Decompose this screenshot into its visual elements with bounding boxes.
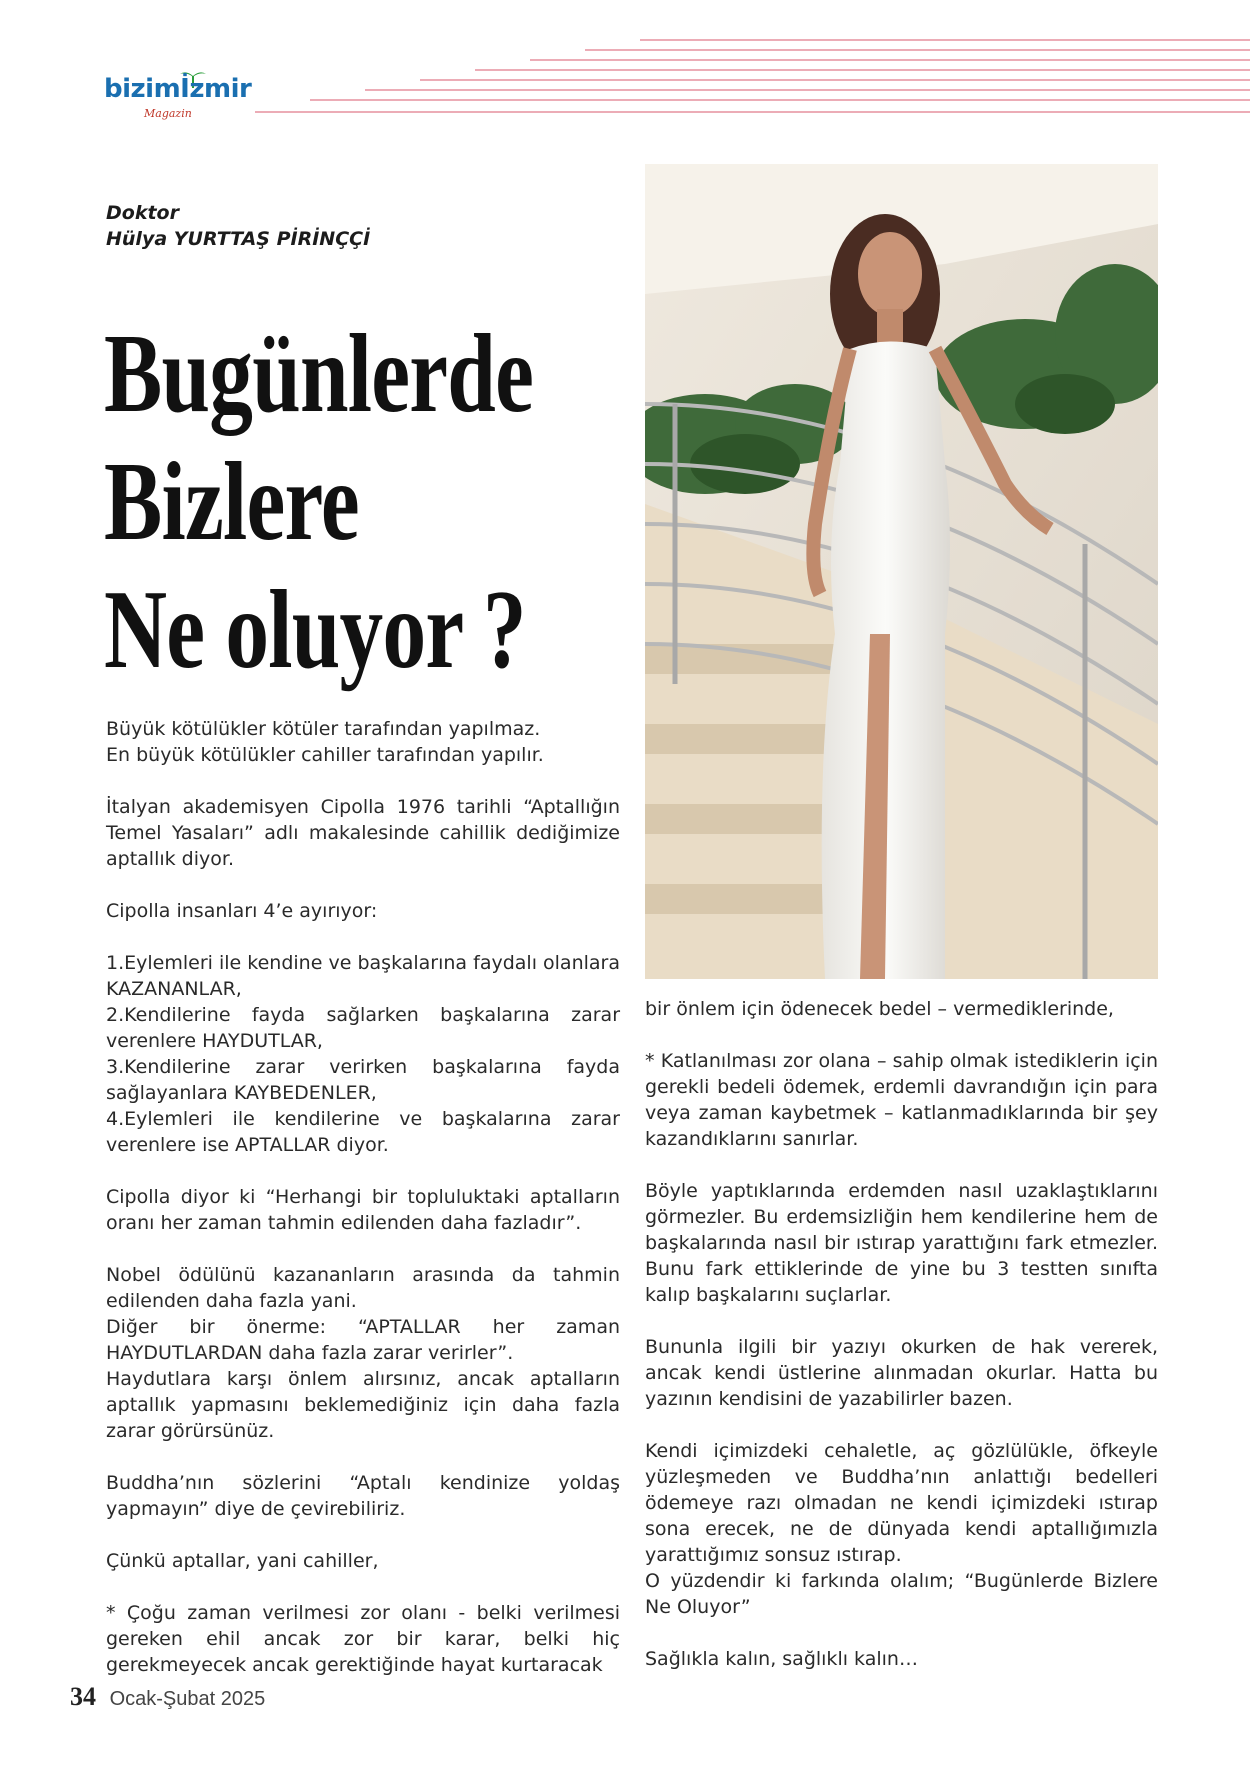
issue-date: Ocak-Şubat 2025 [109, 1688, 266, 1710]
magazine-logo [104, 74, 254, 126]
text-line: Böyle yaptıklarında erdemden nasıl uzaklaştıklarını görmezler. Bu erdemsizliğin hem kendilerine hem de başkalarında nasıl bir ıstırap yarattığını fark etmezler. Bunu fark ettiklerinde de yine bu 3 testten sınıfta kalıp başkalarını suçlarlar. [645, 1180, 1158, 1306]
text-line: Nobel ödülünü kazananların arasında da tahmin edilenden daha fazla yani. [106, 1264, 620, 1312]
paragraph-10 [645, 996, 1158, 1022]
paragraph-12 [645, 1178, 1158, 1308]
logo-wordmark-part2: İzmir [180, 74, 252, 104]
logo-wordmark-part1: bizim [104, 74, 181, 104]
text-line: * Çoğu zaman verilmesi zor olanı - belki verilmesi gereken ehil ancak zor bir karar, belki hiç gerekmeyecek ancak gerektiğinde hayat kurtaracak [106, 1602, 620, 1676]
text-line: Sağlıkla kalın, sağlıklı kalın… [645, 1648, 918, 1670]
text-line: Bununla ilgili bir yazıyı okurken de hak vererek, ancak kendi üstlerine alınmadan okurlar. Hatta bu yazının kendisini de yazabilirler bazen. [645, 1336, 1158, 1410]
author-name: Hülya YURTTAŞ PİRİNÇÇİ [106, 228, 371, 250]
page-number: 34 [70, 1682, 96, 1711]
paragraph-5 [106, 1184, 620, 1236]
paragraph-7 [106, 1470, 620, 1522]
author-role: Doktor [106, 202, 179, 224]
paragraph-6 [106, 1262, 620, 1444]
text-line: Haydutlara karşı önlem alırsınız, ancak aptalların aptallık yapmasını beklemediğiniz için daha fazla zarar görürsünüz. [106, 1368, 620, 1442]
text-line: Cipolla insanları 4’e ayırıyor: [106, 900, 378, 922]
text-line: Diğer bir önerme: “APTALLAR her zaman HAYDUTLARDAN daha fazla zarar verirler”. [106, 1316, 620, 1364]
headline-line-3: Ne oluyor ? [104, 568, 526, 692]
text-line: Büyük kötülükler kötüler tarafından yapılmaz. [106, 718, 541, 740]
page-footer [70, 1682, 265, 1712]
text-line: İtalyan akademisyen Cipolla 1976 tarihli “Aptallığın Temel Yasaları” adlı makalesinde cahillik dediğimize aptallık diyor. [106, 796, 620, 870]
text-line: 4.Eylemleri ile kendilerine ve başkalarına zarar verenlere ise APTALLAR diyor. [106, 1108, 620, 1156]
paragraph-8 [106, 1548, 620, 1574]
text-line: Çünkü aptallar, yani cahiller, [106, 1550, 379, 1572]
text-line: Buddha’nın sözlerini “Aptalı kendinize yoldaş yapmayın” diye de çevirebiliriz. [106, 1472, 620, 1520]
paragraph-14 [645, 1438, 1158, 1620]
text-line: Kendi içimizdeki cehaletle, aç gözlülükle, öfkeyle yüzleşmeden ve Buddha’nın anlattığı bedelleri ödemeye razı olmadan ne kendi içimizdeki ıstırap sona erecek, ne de dünyada kendi aptallığımızla yarattığımız sonsuz ıstırap. [645, 1440, 1158, 1566]
logo-subtitle: Magazin [144, 107, 192, 120]
paragraph-15 [645, 1646, 1158, 1672]
headline-line-2: Bizlere [104, 440, 359, 564]
paragraph-2 [106, 794, 620, 872]
text-line: 3.Kendilerine zarar verirken başkalarına fayda sağlayanlara KAYBEDENLER, [106, 1056, 620, 1104]
paragraph-11 [645, 1048, 1158, 1152]
text-line: Cipolla diyor ki “Herhangi bir topluluktaki aptalların oranı her zaman tahmin edilenden daha fazladır”. [106, 1186, 620, 1234]
text-line: 1.Eylemleri ile kendine ve başkalarına faydalı olanlara KAZANANLAR, [106, 952, 620, 1000]
paragraph-4 [106, 950, 620, 1158]
article-column-left [106, 716, 620, 1678]
paragraph-3 [106, 898, 620, 924]
article-column-right [645, 996, 1158, 1672]
author-photo [645, 164, 1158, 979]
text-line: O yüzdendir ki farkında olalım; “Bugünlerde Bizlere Ne Oluyor” [645, 1570, 1158, 1618]
text-line: 2.Kendilerine fayda sağlarken başkalarına zarar verenlere HAYDUTLAR, [106, 1004, 620, 1052]
paragraph-13 [645, 1334, 1158, 1412]
article-headline [104, 310, 534, 694]
text-line: bir önlem için ödenecek bedel – vermediklerinde, [645, 998, 1114, 1020]
headline-line-1: Bugünlerde [104, 312, 534, 436]
text-line: En büyük kötülükler cahiller tarafından yapılır. [106, 744, 544, 766]
logo-wordmark [104, 74, 251, 104]
paragraph-9 [106, 1600, 620, 1678]
text-line: * Katlanılması zor olana – sahip olmak istediklerin için gerekli bedeli ödemek, erdemli davrandığın için para veya zaman kaybetmek – katlanmadıklarında bir şey kazandıklarını sanırlar. [645, 1050, 1158, 1150]
paragraph-1 [106, 716, 620, 768]
